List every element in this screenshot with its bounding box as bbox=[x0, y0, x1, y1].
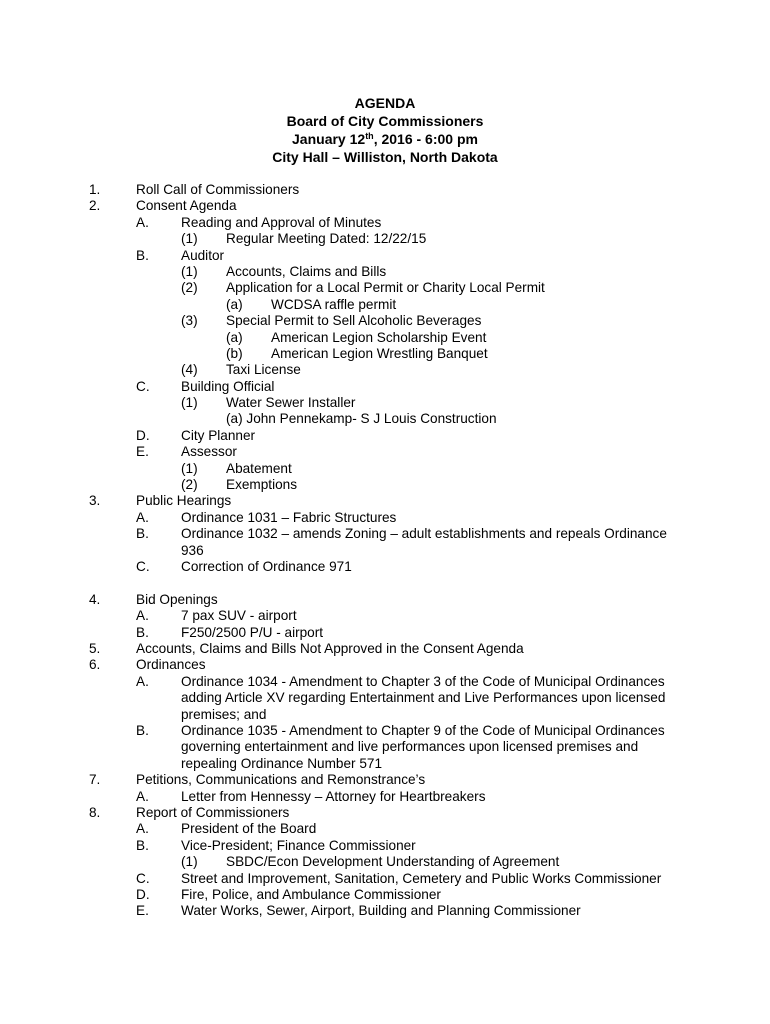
subitem-letter: D. bbox=[136, 886, 150, 902]
agenda-item-3 bbox=[0, 493, 770, 509]
subitem-letter: B. bbox=[136, 247, 149, 263]
item-number: 5. bbox=[89, 640, 101, 656]
subitem-text: Ordinance 1031 – Fabric Structures bbox=[181, 509, 397, 525]
item-number: 1. bbox=[89, 182, 101, 197]
agenda-header bbox=[0, 94, 770, 166]
subitem-letter: A. bbox=[136, 214, 149, 230]
subitem bbox=[0, 215, 770, 231]
detail-text: WCDSA raffle permit bbox=[271, 296, 397, 312]
subitem-letter: E. bbox=[136, 444, 149, 460]
item-title: Bid Openings bbox=[136, 591, 218, 607]
item-number: 6. bbox=[89, 657, 101, 673]
sub-subitem-text: SBDC/Econ Development Understanding of Agreement bbox=[226, 854, 560, 870]
sub-subitem-mark: (1) bbox=[181, 460, 198, 476]
meeting-location: City Hall – Williston, North Dakota bbox=[272, 149, 498, 165]
subitem bbox=[0, 903, 770, 919]
detail-item bbox=[0, 297, 770, 313]
subitem-text: Water Works, Sewer, Airport, Building and Planning Commissioner bbox=[181, 903, 581, 919]
subitem-text: Building Official bbox=[181, 378, 275, 394]
subitem bbox=[0, 510, 770, 526]
detail-item bbox=[0, 330, 770, 346]
subitem-letter: A. bbox=[136, 509, 149, 525]
subitem bbox=[0, 674, 770, 723]
subitem-letter: B. bbox=[136, 526, 149, 542]
subitem-text: 7 pax SUV - airport bbox=[181, 608, 297, 624]
agenda-item-4 bbox=[0, 592, 770, 608]
item-title: Petitions, Communications and Remonstrance’s bbox=[136, 772, 426, 788]
sub-subitem-text: Water Sewer Installer bbox=[226, 395, 356, 411]
sub-subitem-mark: (1) bbox=[181, 395, 198, 411]
subitem bbox=[0, 428, 770, 444]
subitem-text: City Planner bbox=[181, 427, 256, 443]
subitem bbox=[0, 625, 770, 641]
subitem-letter: B. bbox=[136, 722, 149, 738]
subitem-text: Auditor bbox=[181, 247, 225, 263]
agenda-item-1 bbox=[0, 182, 770, 198]
subitem-text: Ordinance 1035 - Amendment to Chapter 9 of the Code of Municipal Ordinances governing entertainment and live performances upon licensed premises and repealing Ordinance Number 571 bbox=[181, 722, 665, 771]
sub-subitem-mark: (1) bbox=[181, 263, 198, 279]
item-number: 4. bbox=[89, 591, 101, 607]
sub-subitem bbox=[0, 854, 770, 870]
sub-subitem-text: Regular Meeting Dated: 12/22/15 bbox=[226, 231, 427, 247]
subitem-letter: A. bbox=[136, 788, 149, 804]
subitem bbox=[0, 871, 770, 887]
subitem bbox=[0, 608, 770, 624]
sub-subitem-text: Application for a Local Permit or Charity Local Permit bbox=[226, 280, 545, 296]
item-number: 7. bbox=[89, 772, 101, 788]
subitem-letter: A. bbox=[136, 608, 149, 624]
agenda-item-6 bbox=[0, 657, 770, 673]
subitem-letter: C. bbox=[136, 870, 150, 886]
item-title: Ordinances bbox=[136, 657, 206, 673]
subitem-text: Ordinance 1032 – amends Zoning – adult establishments and repeals Ordinance 936 bbox=[181, 526, 667, 558]
item-number: 3. bbox=[89, 493, 101, 509]
subitem bbox=[0, 444, 770, 460]
sub-subitem-mark: (1) bbox=[181, 854, 198, 870]
agenda-list bbox=[0, 182, 770, 920]
detail-mark: (a) bbox=[226, 329, 243, 345]
subitem-letter: C. bbox=[136, 559, 150, 575]
subitem bbox=[0, 248, 770, 264]
sub-subitem bbox=[0, 362, 770, 378]
detail-text: American Legion Wrestling Banquet bbox=[271, 345, 488, 361]
subitem-letter: B. bbox=[136, 837, 149, 853]
agenda-item-2 bbox=[0, 198, 770, 214]
subitem-letter: A. bbox=[136, 821, 149, 837]
subitem bbox=[0, 887, 770, 903]
agenda-item-8 bbox=[0, 805, 770, 821]
sub-subitem-text: Taxi License bbox=[226, 362, 301, 378]
subitem-text: F250/2500 P/U - airport bbox=[181, 624, 324, 640]
meeting-date: January 12th, 2016 - 6:00 pm bbox=[292, 131, 478, 147]
item-number: 8. bbox=[89, 804, 101, 820]
subitem-text: Assessor bbox=[181, 444, 237, 460]
subitem bbox=[0, 379, 770, 395]
agenda-item-7 bbox=[0, 772, 770, 788]
subitem bbox=[0, 821, 770, 837]
subitem-letter: B. bbox=[136, 624, 149, 640]
subitem-text: President of the Board bbox=[181, 821, 317, 837]
subitem-text: Street and Improvement, Sanitation, Cemetery and Public Works Commissioner bbox=[181, 870, 662, 886]
sub-subitem-mark: (4) bbox=[181, 362, 198, 378]
agenda-item-5 bbox=[0, 641, 770, 657]
subitem-letter: E. bbox=[136, 903, 149, 919]
detail-mark: (a) bbox=[226, 296, 243, 312]
subitem-text: Reading and Approval of Minutes bbox=[181, 214, 382, 230]
sub-subitem bbox=[0, 461, 770, 477]
sub-subitem bbox=[0, 477, 770, 493]
detail-item bbox=[0, 411, 770, 427]
subitem-letter: C. bbox=[136, 378, 150, 394]
sub-subitem-mark: (2) bbox=[181, 280, 198, 296]
subitem-text: Ordinance 1034 - Amendment to Chapter 3 of the Code of Municipal Ordinances adding Article XV regarding Entertainment and Live Performances upon licensed premises; and bbox=[181, 673, 666, 722]
subitem-text: Vice-President; Finance Commissioner bbox=[181, 837, 416, 853]
subitem-letter: A. bbox=[136, 673, 149, 689]
sub-subitem bbox=[0, 313, 770, 329]
sub-subitem-mark: (1) bbox=[181, 231, 198, 247]
sub-subitem-text: Accounts, Claims and Bills bbox=[226, 263, 387, 279]
subitem bbox=[0, 789, 770, 805]
board-name: Board of City Commissioners bbox=[286, 113, 484, 129]
subitem bbox=[0, 559, 770, 575]
detail-text: (a) John Pennekamp- S J Louis Construction bbox=[226, 411, 497, 427]
subitem-text: Correction of Ordinance 971 bbox=[181, 559, 352, 575]
sub-subitem-text: Exemptions bbox=[226, 477, 298, 493]
item-title: Report of Commissioners bbox=[136, 804, 290, 820]
detail-item bbox=[0, 346, 770, 362]
item-title: Consent Agenda bbox=[136, 198, 237, 214]
agenda-title: AGENDA bbox=[354, 95, 416, 111]
sub-subitem bbox=[0, 395, 770, 411]
item-title: Roll Call of Commissioners bbox=[136, 182, 300, 197]
item-title: Public Hearings bbox=[136, 493, 232, 509]
sub-subitem-mark: (3) bbox=[181, 313, 198, 329]
subitem-letter: D. bbox=[136, 427, 150, 443]
subitem bbox=[0, 723, 770, 772]
subitem bbox=[0, 526, 770, 559]
detail-text: American Legion Scholarship Event bbox=[271, 329, 487, 345]
sub-subitem-text: Special Permit to Sell Alcoholic Beverages bbox=[226, 313, 482, 329]
sub-subitem-mark: (2) bbox=[181, 477, 198, 493]
sub-subitem bbox=[0, 280, 770, 296]
subitem-text: Letter from Hennessy – Attorney for Heartbreakers bbox=[181, 788, 486, 804]
sub-subitem bbox=[0, 231, 770, 247]
subitem-text: Fire, Police, and Ambulance Commissioner bbox=[181, 886, 441, 902]
item-title: Accounts, Claims and Bills Not Approved in the Consent Agenda bbox=[136, 640, 524, 656]
sub-subitem-text: Abatement bbox=[226, 460, 292, 476]
item-number: 2. bbox=[89, 198, 101, 214]
detail-mark: (b) bbox=[226, 345, 243, 361]
subitem bbox=[0, 838, 770, 854]
sub-subitem bbox=[0, 264, 770, 280]
